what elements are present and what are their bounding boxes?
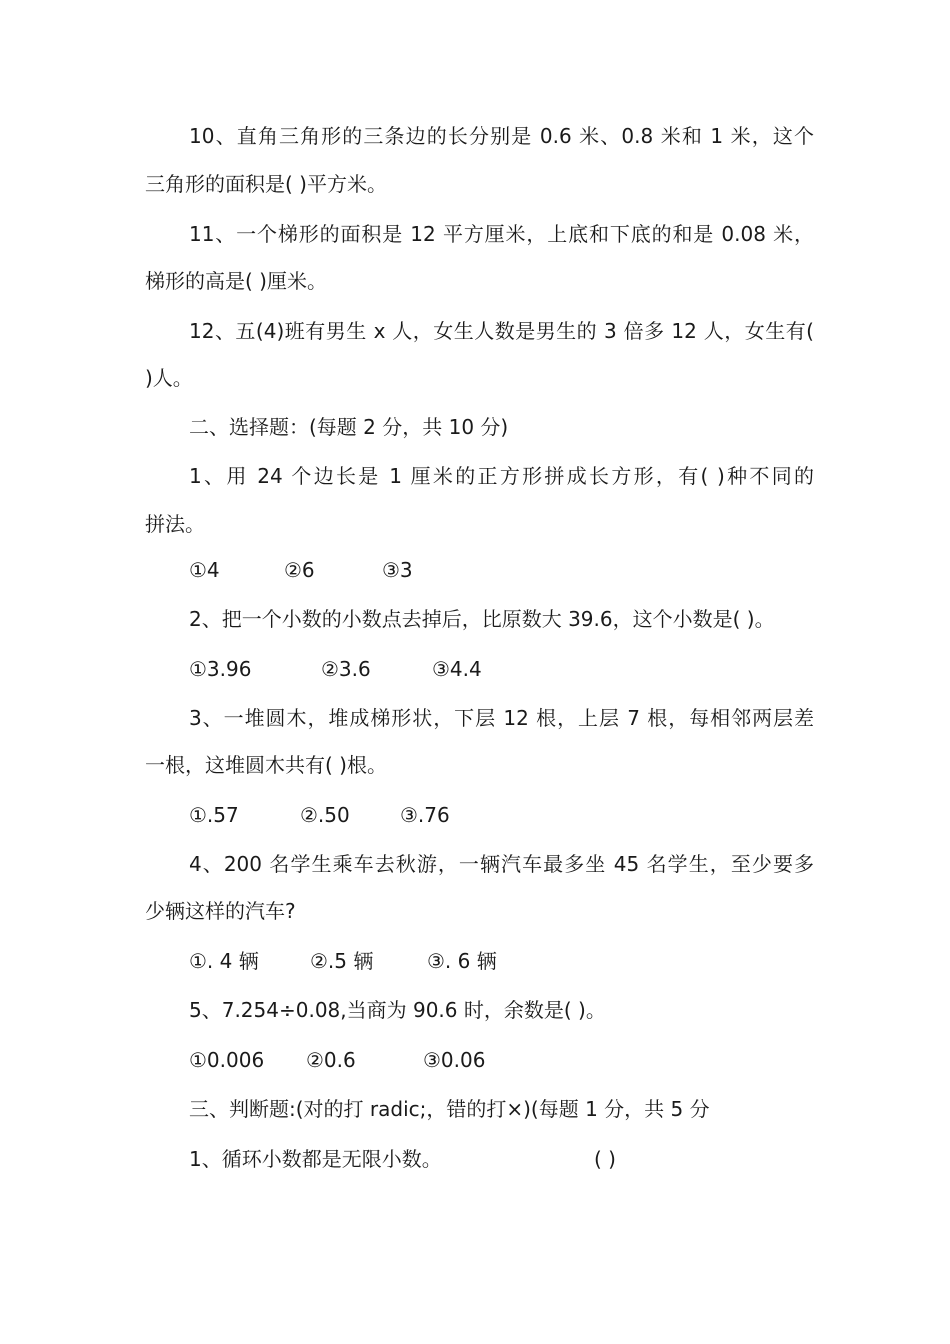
choice-3-line-1: 3、一堆圆木，堆成梯形状，下层 12 根，上层 7 根，每相邻两层差 <box>189 706 814 730</box>
choice-4-line-1: 4、200 名学生乘车去秋游，一辆汽车最多坐 45 名学生，至少要多 <box>189 852 814 876</box>
choice-5-line-1: 5、7.254÷0.08,当商为 90.6 时，余数是( )。 <box>189 998 606 1022</box>
question-12-line-2: )人。 <box>145 366 193 390</box>
option: ③.76 <box>400 803 450 827</box>
question-10-line-2: 三角形的面积是( )平方米。 <box>145 172 387 196</box>
option: ③3 <box>382 558 413 582</box>
option: ①0.006 <box>189 1048 265 1072</box>
option: ③. 6 辆 <box>427 949 497 973</box>
option: ③0.06 <box>423 1048 486 1072</box>
choice-2-options <box>189 655 854 683</box>
question-11-line-1: 11、一个梯形的面积是 12 平方厘米，上底和下底的和是 0.08 米， <box>189 222 814 246</box>
option: ①. 4 辆 <box>189 949 259 973</box>
question-10-line-1: 10、直角三角形的三条边的长分别是 0.6 米、0.8 米和 1 米，这个 <box>189 124 814 148</box>
option: ①4 <box>189 558 220 582</box>
option: ②6 <box>284 558 315 582</box>
option: ①3.96 <box>189 657 252 681</box>
choice-3-options <box>189 801 854 829</box>
option: ③4.4 <box>432 657 482 681</box>
option: ②3.6 <box>321 657 371 681</box>
question-12-line-1: 12、五(4)班有男生 x 人，女生人数是男生的 3 倍多 12 人，女生有( <box>189 319 814 343</box>
choice-4-line-2: 少辆这样的汽车? <box>145 899 296 923</box>
question-11-line-2: 梯形的高是( )厘米。 <box>145 269 327 293</box>
option: ①.57 <box>189 803 239 827</box>
option: ②.50 <box>300 803 350 827</box>
option: ②0.6 <box>306 1048 356 1072</box>
choice-1-line-2: 拼法。 <box>145 512 205 536</box>
answer-blank: ( ) <box>594 1147 616 1171</box>
section-2-heading: 二、选择题：(每题 2 分，共 10 分) <box>189 415 509 439</box>
choice-5-options <box>189 1046 854 1074</box>
judge-1-line <box>189 1145 814 1173</box>
choice-3-line-2: 一根，这堆圆木共有( )根。 <box>145 753 387 777</box>
option: ②.5 辆 <box>310 949 374 973</box>
choice-2-line-1: 2、把一个小数的小数点去掉后，比原数大 39.6，这个小数是( )。 <box>189 607 775 631</box>
choice-1-line-1: 1、用 24 个边长是 1 厘米的正方形拼成长方形，有( )种不同的 <box>189 464 814 488</box>
choice-1-options <box>189 556 854 584</box>
judge-1-text: 1、循环小数都是无限小数。 <box>189 1147 442 1171</box>
section-3-heading: 三、判断题:(对的打 radic;，错的打×)(每题 1 分，共 5 分 <box>189 1097 710 1121</box>
choice-4-options <box>189 947 854 975</box>
